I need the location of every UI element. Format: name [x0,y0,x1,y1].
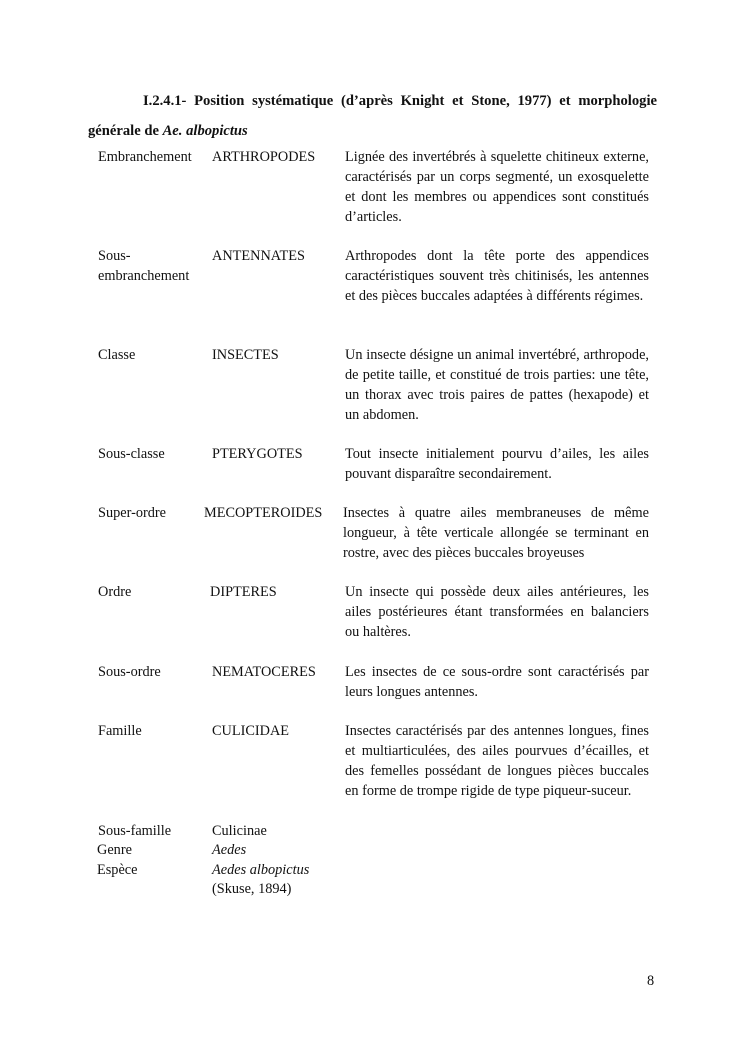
taxon-name: Aedes albopictus [212,862,310,878]
taxon-description: Insectes caractérisés par des antennes longues, fines et multiarticulées, des ailes pourvues d’écailles, et des femelles possédant de longues pièces buccales en forme de trompe rigide de type piqueur-suceur. [345,723,649,799]
taxon-description: Insectes à quatre ailes membraneuses de même longueur, à tête verticale allongée se terminant en rostre, avec des pièces buccales broyeuses [343,505,649,561]
rank-label: Sous- embranchement [98,248,190,284]
taxon-name: NEMATOCERES [212,664,316,680]
section-heading [88,86,657,146]
taxon-name: ANTENNATES [212,248,305,264]
rank-label: Embranchement [98,149,192,165]
rank-label: Classe [98,347,136,363]
taxon-description: Un insecte désigne un animal invertébré, arthropode, de petite taille, et constitué de trois parties: une tête, un thorax avec trois paires de pattes (hexapode) et un abdomen. [345,347,649,423]
taxon-description: Lignée des invertébrés à squelette chitineux externe, caractérisés par un corps segmenté, un exosquelette et dont les membres ou appendices sont constitués d’articles. [345,149,649,225]
species-author: (Skuse, 1894) [212,881,292,897]
taxon-description: Un insecte qui possède deux ailes antérieures, les ailes postérieures étant transformées en balanciers ou haltères. [345,584,649,640]
taxon-name: ARTHROPODES [212,149,316,165]
taxon-name: CULICIDAE [212,723,290,739]
rank-label: Sous-famille [98,823,172,839]
taxon-description: Les insectes de ce sous-ordre sont caractérisés par leurs longues antennes. [345,664,649,700]
taxon-name: INSECTES [212,347,279,363]
taxon-name: Culicinae [212,823,267,839]
taxon-name: DIPTERES [210,584,277,600]
heading-text: I.2.4.1- Position systématique (d’après Knight et Stone, 1977) et morphologie générale de [88,93,657,139]
rank-label: Sous-ordre [98,664,161,680]
taxon-name: PTERYGOTES [212,446,303,462]
heading-species: Ae. albopictus [162,123,248,139]
rank-label: Espèce [97,862,138,878]
taxon-description: Arthropodes dont la tête porte des appendices caractéristiques souvent très chitinisés, les antennes et des pièces buccales adaptées à différents régimes. [345,248,649,304]
page-number: 8 [647,973,655,989]
taxon-name: MECOPTEROIDES [204,505,323,521]
rank-label: Sous-classe [98,446,165,462]
rank-label: Super-ordre [98,505,166,521]
taxon-description: Tout insecte initialement pourvu d’ailes, les ailes pouvant disparaître secondairement. [345,446,649,482]
taxon-name: Aedes [212,842,247,858]
rank-label: Famille [98,723,142,739]
rank-label: Ordre [98,584,132,600]
rank-label: Genre [97,842,132,858]
